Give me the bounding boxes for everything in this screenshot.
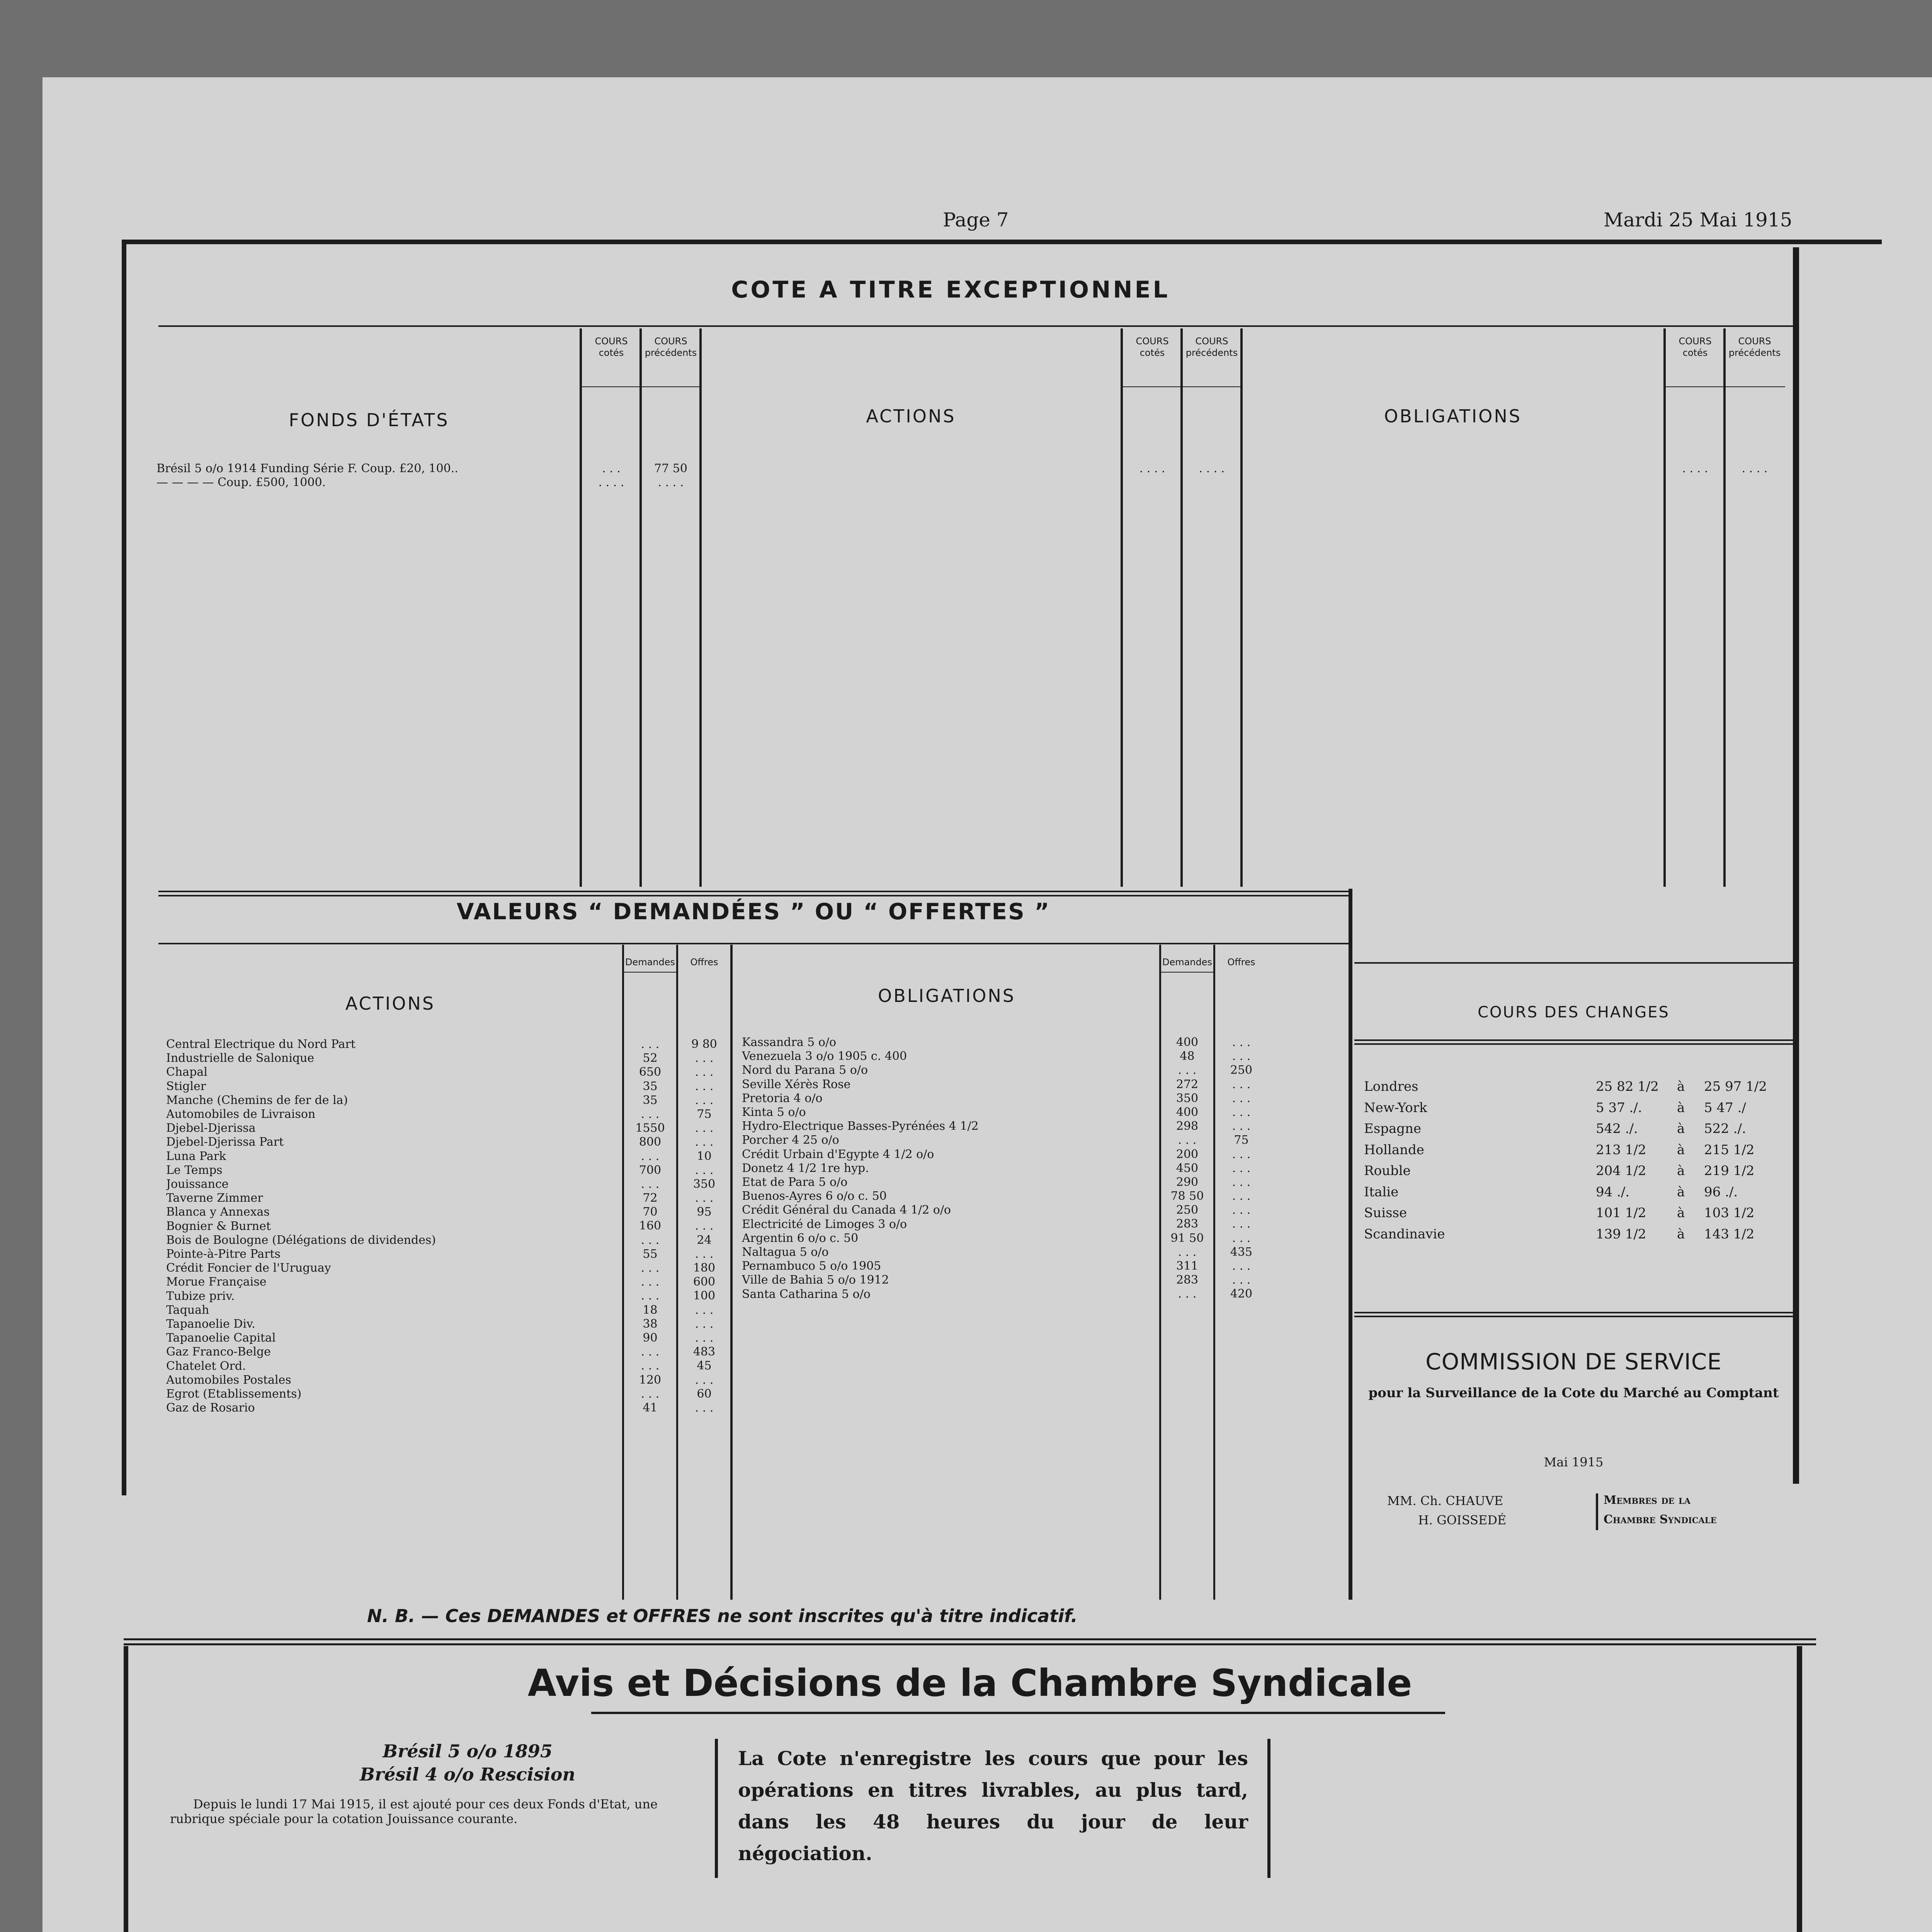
change-row (1364, 1076, 1789, 1097)
valeur-action-demande: . . . (641, 1037, 660, 1051)
actions-prec-placeholder: . . . . (1199, 462, 1225, 475)
valeur-obligation-name: Seville Xérès Rose (742, 1077, 851, 1091)
valeur-action-demande: 800 (639, 1135, 662, 1149)
valeur-obligation-name: Argentin 6 o/o c. 50 (742, 1231, 859, 1245)
change-place: Italie (1364, 1184, 1399, 1200)
change-place: Scandinavie (1364, 1226, 1445, 1242)
valeurs-nb-note: N. B. — Ces DEMANDES et OFFRES ne sont inscrites qu'à titre indicatif. (367, 1605, 1078, 1626)
valeur-obligation-offre: . . . (1232, 1161, 1251, 1175)
change-row (1364, 1182, 1789, 1203)
commission-title: COMMISSION DE SERVICE (1425, 1349, 1722, 1375)
valeur-action-demande: 35 (643, 1079, 658, 1093)
commission-member-1: MM. Ch. CHAUVE (1387, 1493, 1503, 1508)
change-separator: à (1677, 1100, 1685, 1116)
valeur-obligation-offre: . . . (1232, 1175, 1251, 1189)
valeur-action-demande: . . . (641, 1261, 660, 1275)
valeurs-top-rule (158, 891, 1349, 892)
valeur-obligation-offre: 435 (1230, 1245, 1253, 1259)
valeur-action-demande: 700 (639, 1163, 662, 1177)
valeur-obligation-offre: 250 (1230, 1063, 1253, 1077)
valeur-obligation-demande: 400 (1176, 1036, 1199, 1049)
change-separator: à (1677, 1205, 1685, 1221)
valeur-obligation-offre: . . . (1232, 1147, 1251, 1161)
change-to: 219 1/2 (1704, 1163, 1755, 1179)
valeur-action-name: Automobiles de Livraison (166, 1107, 316, 1121)
valeur-action-name: Tubize priv. (166, 1289, 235, 1303)
valeur-obligation-name: Nord du Parana 5 o/o (742, 1063, 868, 1077)
avis-title: Avis et Décisions de la Chambre Syndicale (527, 1662, 1412, 1705)
change-row (1364, 1224, 1789, 1245)
valeur-action-demande: . . . (641, 1345, 660, 1359)
change-separator: à (1677, 1184, 1685, 1200)
change-place: Suisse (1364, 1205, 1407, 1221)
commission-member-2: H. GOISSEDÉ (1418, 1513, 1507, 1527)
valeur-action-offre: . . . (695, 1373, 714, 1387)
change-row (1364, 1202, 1789, 1224)
valeur-action-demande: 160 (639, 1219, 662, 1233)
offres-col-header: Offres (690, 957, 718, 968)
valeur-action-name: Bois de Boulogne (Délégations de dividendes) (166, 1233, 436, 1247)
changes-bottom-rule (1354, 1312, 1793, 1313)
valeur-action-name: Taverne Zimmer (166, 1191, 263, 1205)
valeur-obligation-demande: 290 (1176, 1175, 1199, 1189)
cote-col-rule (1723, 328, 1726, 887)
change-from: 213 1/2 (1596, 1142, 1646, 1158)
valeur-action-name: Djebel-Djerissa (166, 1121, 256, 1135)
valeur-action-name: Blanca y Annexas (166, 1205, 270, 1219)
valeur-action-offre: 100 (693, 1289, 716, 1303)
avis-right-box-right (1267, 1739, 1270, 1878)
valeur-obligation-demande: 283 (1176, 1273, 1199, 1287)
obligations-prec-placeholder: . . . . (1742, 462, 1768, 475)
valeurs-col-rule (730, 945, 733, 1600)
cote-col-rule (1180, 328, 1183, 887)
valeur-action-demande: 35 (643, 1093, 658, 1107)
valeur-obligation-demande: 250 (1176, 1203, 1199, 1217)
valeur-action-offre: 60 (697, 1387, 712, 1401)
valeur-obligation-offre: . . . (1232, 1189, 1251, 1203)
valeur-action-offre: . . . (695, 1051, 714, 1065)
change-to: 5 47 ./ (1704, 1100, 1746, 1116)
change-place: Rouble (1364, 1163, 1411, 1179)
valeur-action-offre: . . . (695, 1331, 714, 1345)
valeur-action-demande: . . . (641, 1387, 660, 1401)
change-to: 25 97 1/2 (1704, 1079, 1767, 1094)
valeur-obligation-name: Buenos-Ayres 6 o/o c. 50 (742, 1189, 887, 1203)
cote-subhead-rule (1122, 386, 1242, 387)
change-place: New-York (1364, 1100, 1427, 1116)
value: 77 50 (654, 462, 687, 475)
value: . . . . (658, 476, 684, 490)
changes-top-rule (1354, 962, 1793, 964)
valeur-action-demande: 90 (643, 1331, 658, 1345)
valeur-obligation-name: Venezuela 3 o/o 1905 c. 400 (742, 1049, 907, 1063)
lower-frame-left-rule (124, 1646, 128, 1932)
valeur-action-name: Pointe-à-Pitre Parts (166, 1247, 281, 1261)
valeur-action-name: Automobiles Postales (166, 1373, 291, 1387)
changes-bottom-rule (1354, 1316, 1793, 1317)
valeur-action-demande: 1550 (635, 1121, 665, 1135)
valeur-obligation-name: Kassandra 5 o/o (742, 1036, 837, 1049)
frame-right-rule (1793, 247, 1799, 1484)
valeur-obligation-offre: . . . (1232, 1049, 1251, 1063)
avis-left-heading-1: Brésil 5 o/o 1895 (383, 1741, 553, 1762)
valeur-obligation-name: Etat de Para 5 o/o (742, 1175, 848, 1189)
value: . . . . (598, 476, 624, 490)
valeur-action-offre: . . . (695, 1303, 714, 1317)
valeur-action-offre: 45 (697, 1359, 712, 1373)
avis-title-underline (591, 1712, 1445, 1714)
change-separator: à (1677, 1142, 1685, 1158)
valeur-obligation-offre: 75 (1234, 1133, 1249, 1147)
valeurs-obligations-demandes (1161, 1036, 1213, 1301)
valeurs-title: VALEURS “ DEMANDÉES ” OU “ OFFERTES ” (456, 898, 1051, 925)
changes-title: COURS DES CHANGES (1478, 1003, 1670, 1021)
fonds-row: Brésil 5 o/o 1914 Funding Série F. Coup. £20, 100.. (156, 462, 458, 475)
changes-rows (1364, 1076, 1789, 1245)
valeur-obligation-demande: 298 (1176, 1119, 1199, 1133)
valeur-obligation-offre: . . . (1232, 1077, 1251, 1091)
change-separator: à (1677, 1163, 1685, 1179)
valeurs-right-rule (1349, 889, 1352, 1600)
valeur-obligation-demande: 272 (1176, 1077, 1199, 1091)
valeur-action-name: Tapanoelie Capital (166, 1331, 276, 1345)
page-number: Page 7 (943, 209, 1009, 231)
obligations-cotes-placeholder: . . . . (1682, 462, 1708, 475)
change-separator: à (1677, 1079, 1685, 1094)
valeur-obligation-demande: 200 (1176, 1147, 1199, 1161)
valeur-action-demande: 70 (643, 1205, 658, 1219)
valeur-action-name: Tapanoelie Div. (166, 1317, 255, 1331)
valeur-obligation-offre: . . . (1232, 1203, 1251, 1217)
valeur-action-name: Gaz de Rosario (166, 1401, 255, 1415)
fonds-rows (156, 462, 580, 490)
valeur-action-offre: . . . (695, 1163, 714, 1177)
avis-right-body: La Cote n'enregistre les cours que pour les opérations en titres livrables, au plus tard, dans les 48 heures du jour de leur négociation. (738, 1747, 1248, 1865)
valeurs-top-rule (158, 895, 1349, 896)
cote-col-header: COURS cotés (1679, 336, 1712, 358)
valeurs-actions-demandes (624, 1037, 676, 1415)
lower-frame-right-rule (1797, 1646, 1802, 1932)
valeur-obligation-name: Pretoria 4 o/o (742, 1091, 823, 1105)
valeur-obligation-demande: 283 (1176, 1217, 1199, 1231)
actions-cotes-placeholder: . . . . (1139, 462, 1165, 475)
valeurs-actions-heading: ACTIONS (345, 993, 435, 1014)
prec-col-header: COURS précédents (1185, 336, 1238, 358)
valeur-obligation-offre: . . . (1232, 1231, 1251, 1245)
valeur-obligation-name: Porcher 4 25 o/o (742, 1133, 839, 1147)
valeur-action-name: Gaz Franco-Belge (166, 1345, 271, 1359)
valeur-obligation-name: Donetz 4 1/2 1re hyp. (742, 1161, 869, 1175)
changes-title-rule (1354, 1039, 1793, 1041)
valeur-action-demande: . . . (641, 1275, 660, 1289)
valeur-action-demande: . . . (641, 1107, 660, 1121)
valeur-action-name: Djebel-Djerissa Part (166, 1135, 284, 1149)
frame-left-rule (122, 240, 126, 1495)
valeur-action-offre: 10 (697, 1149, 712, 1163)
upper-frame-bottom-rule (124, 1643, 1816, 1645)
valeur-obligation-name: Crédit Général du Canada 4 1/2 o/o (742, 1203, 951, 1217)
valeur-action-offre: . . . (695, 1093, 714, 1107)
cote-title-rule (158, 325, 1793, 327)
avis-left-body: Depuis le lundi 17 Mai 1915, il est ajouté pour ces deux Fonds d'Etat, une rubrique spéciale pour la cotation Jouissance courante. (170, 1797, 658, 1826)
valeur-obligation-demande: 350 (1176, 1091, 1199, 1105)
valeur-action-demande: . . . (641, 1359, 660, 1373)
cote-subhead-rule (1665, 386, 1785, 387)
change-to: 143 1/2 (1704, 1226, 1755, 1242)
valeur-obligation-name: Electricité de Limoges 3 o/o (742, 1217, 907, 1231)
change-from: 94 ./. (1596, 1184, 1630, 1200)
cote-title: COTE A TITRE EXCEPTIONNEL (731, 276, 1170, 303)
valeur-action-name: Central Electrique du Nord Part (166, 1037, 355, 1051)
valeur-action-demande: 18 (643, 1303, 658, 1317)
valeur-obligation-offre: 420 (1230, 1287, 1253, 1301)
valeurs-actions-names (166, 1037, 620, 1415)
valeur-obligation-offre: . . . (1232, 1259, 1251, 1273)
valeur-action-offre: 180 (693, 1261, 716, 1275)
cote-col-rule (580, 328, 582, 887)
valeur-obligation-name: Pernambuco 5 o/o 1905 (742, 1259, 881, 1273)
valeur-action-name: Crédit Foncier de l'Uruguay (166, 1261, 331, 1275)
valeur-action-offre: . . . (695, 1219, 714, 1233)
valeur-action-offre: 350 (693, 1177, 716, 1191)
valeur-action-demande: 55 (643, 1247, 658, 1261)
valeur-obligation-demande: . . . (1178, 1245, 1197, 1259)
newspaper-page (43, 77, 1932, 1932)
change-place: Londres (1364, 1079, 1418, 1094)
valeur-action-offre: . . . (695, 1121, 714, 1135)
valeur-action-offre: . . . (695, 1079, 714, 1093)
cote-col-header: COURS cotés (1136, 336, 1169, 358)
valeur-obligation-name: Naltagua 5 o/o (742, 1245, 829, 1259)
valeur-action-offre: 9 80 (691, 1037, 717, 1051)
valeur-action-name: Manche (Chemins de fer de la) (166, 1093, 348, 1107)
cote-col-header: COURS cotés (595, 336, 628, 358)
valeurs-actions-offres (678, 1037, 730, 1415)
valeur-action-demande: 650 (639, 1065, 662, 1079)
change-place: Espagne (1364, 1121, 1422, 1136)
valeur-obligation-demande: . . . (1178, 1287, 1197, 1301)
valeur-action-name: Egrot (Etablissements) (166, 1387, 302, 1401)
change-row (1364, 1097, 1789, 1119)
cote-col-rule (1663, 328, 1666, 887)
prec-col-header: COURS précédents (645, 336, 697, 358)
frame-top-rule (124, 240, 1882, 244)
valeur-obligation-name: Kinta 5 o/o (742, 1105, 806, 1119)
cote-col-rule (639, 328, 642, 887)
obligations-heading: OBLIGATIONS (1384, 406, 1522, 427)
change-from: 204 1/2 (1596, 1163, 1646, 1179)
valeur-action-name: Luna Park (166, 1149, 226, 1163)
fonds-row: — — — — Coup. £500, 1000. (156, 476, 326, 490)
valeur-action-offre: . . . (695, 1247, 714, 1261)
valeur-action-demande: 41 (643, 1401, 658, 1415)
commission-subtitle: pour la Surveillance de la Cote du Marché au Comptant (1368, 1385, 1779, 1401)
valeur-obligation-offre: . . . (1232, 1091, 1251, 1105)
cote-col-rule (1121, 328, 1123, 887)
avis-left-heading-2: Brésil 4 o/o Rescision (360, 1764, 575, 1785)
valeur-action-name: Stigler (166, 1079, 206, 1093)
valeur-action-name: Taquah (166, 1303, 209, 1317)
valeur-obligation-demande: 91 50 (1170, 1231, 1204, 1245)
change-to: 215 1/2 (1704, 1142, 1755, 1158)
changes-title-rule (1354, 1043, 1793, 1045)
valeur-action-demande: . . . (641, 1149, 660, 1163)
valeur-obligation-demande: 400 (1176, 1105, 1199, 1119)
change-row (1364, 1160, 1789, 1182)
valeur-action-name: Industrielle de Salonique (166, 1051, 315, 1065)
change-separator: à (1677, 1226, 1685, 1242)
valeur-obligation-name: Ville de Bahia 5 o/o 1912 (742, 1273, 889, 1287)
valeur-obligation-demande: 48 (1180, 1049, 1195, 1063)
valeur-action-offre: . . . (695, 1065, 714, 1079)
valeur-obligation-offre: . . . (1232, 1119, 1251, 1133)
avis-right-box-left (715, 1739, 718, 1878)
valeur-action-name: Morue Française (166, 1275, 267, 1289)
change-row (1364, 1118, 1789, 1139)
fonds-cotes (583, 462, 640, 490)
valeur-action-name: Jouissance (166, 1177, 229, 1191)
valeur-obligation-demande: 311 (1176, 1259, 1199, 1273)
commission-role-2: Chambre Syndicale (1604, 1513, 1717, 1526)
change-from: 101 1/2 (1596, 1205, 1646, 1221)
offres-col-header: Offres (1227, 957, 1255, 968)
fonds-etats-heading: FONDS D'ÉTATS (289, 410, 449, 430)
valeur-action-offre: . . . (695, 1317, 714, 1331)
valeur-action-demande: 72 (643, 1191, 658, 1205)
valeur-action-name: Chatelet Ord. (166, 1359, 246, 1373)
valeur-action-demande: . . . (641, 1177, 660, 1191)
change-to: 522 ./. (1704, 1121, 1746, 1136)
valeur-action-offre: 24 (697, 1233, 712, 1247)
valeurs-obligations-offres (1215, 1036, 1267, 1301)
prec-col-header: COURS précédents (1728, 336, 1781, 358)
change-from: 542 ./. (1596, 1121, 1638, 1136)
cote-subhead-rule (582, 386, 701, 387)
valeurs-subhead-rule (1159, 972, 1215, 973)
valeur-action-offre: 75 (697, 1107, 712, 1121)
commission-brace (1596, 1493, 1598, 1530)
valeur-action-offre: 483 (693, 1345, 716, 1359)
valeur-obligation-offre: . . . (1232, 1217, 1251, 1231)
change-to: 96 ./. (1704, 1184, 1738, 1200)
valeur-action-demande: . . . (641, 1289, 660, 1303)
change-to: 103 1/2 (1704, 1205, 1755, 1221)
page-date: Mardi 25 Mai 1915 (1604, 209, 1793, 231)
change-from: 139 1/2 (1596, 1226, 1646, 1242)
change-place: Hollande (1364, 1142, 1424, 1158)
fonds-prec (642, 462, 699, 490)
change-separator: à (1677, 1121, 1685, 1136)
commission-month: Mai 1915 (1544, 1455, 1604, 1469)
valeur-action-offre: . . . (695, 1191, 714, 1205)
valeur-action-name: Chapal (166, 1065, 207, 1079)
valeur-obligation-demande: 450 (1176, 1161, 1199, 1175)
demandes-col-header: Demandes (625, 957, 675, 968)
valeurs-title-rule (158, 943, 1349, 944)
valeur-obligation-demande: . . . (1178, 1063, 1197, 1077)
valeurs-obligations-heading: OBLIGATIONS (878, 985, 1015, 1006)
valeur-obligation-offre: . . . (1232, 1105, 1251, 1119)
valeur-action-demande: 52 (643, 1051, 658, 1065)
commission-role-1: Membres de la (1604, 1493, 1690, 1507)
valeur-action-demande: . . . (641, 1233, 660, 1247)
valeur-obligation-name: Hydro-Electrique Basses-Pyrénées 4 1/2 (742, 1119, 979, 1133)
valeur-action-offre: . . . (695, 1135, 714, 1149)
change-row (1364, 1139, 1789, 1161)
value: . . . (602, 462, 621, 475)
change-from: 5 37 ./. (1596, 1100, 1642, 1116)
valeur-action-demande: 38 (643, 1317, 658, 1331)
valeur-obligation-offre: . . . (1232, 1036, 1251, 1049)
valeur-obligation-name: Crédit Urbain d'Egypte 4 1/2 o/o (742, 1147, 934, 1161)
valeur-action-offre: . . . (695, 1401, 714, 1415)
valeur-action-offre: 95 (697, 1205, 712, 1219)
demandes-col-header: Demandes (1162, 957, 1213, 968)
valeur-action-demande: 120 (639, 1373, 662, 1387)
valeur-obligation-offre: . . . (1232, 1273, 1251, 1287)
actions-heading: ACTIONS (866, 406, 956, 427)
valeur-action-name: Bognier & Burnet (166, 1219, 271, 1233)
valeur-action-offre: 600 (693, 1275, 716, 1289)
upper-frame-bottom-rule (124, 1638, 1816, 1640)
valeurs-obligations-names (742, 1036, 1157, 1301)
change-from: 25 82 1/2 (1596, 1079, 1659, 1094)
valeur-obligation-demande: . . . (1178, 1133, 1197, 1147)
valeur-obligation-demande: 78 50 (1170, 1189, 1204, 1203)
valeur-obligation-name: Santa Catharina 5 o/o (742, 1287, 871, 1301)
valeur-action-name: Le Temps (166, 1163, 223, 1177)
valeurs-subhead-rule (622, 972, 678, 973)
